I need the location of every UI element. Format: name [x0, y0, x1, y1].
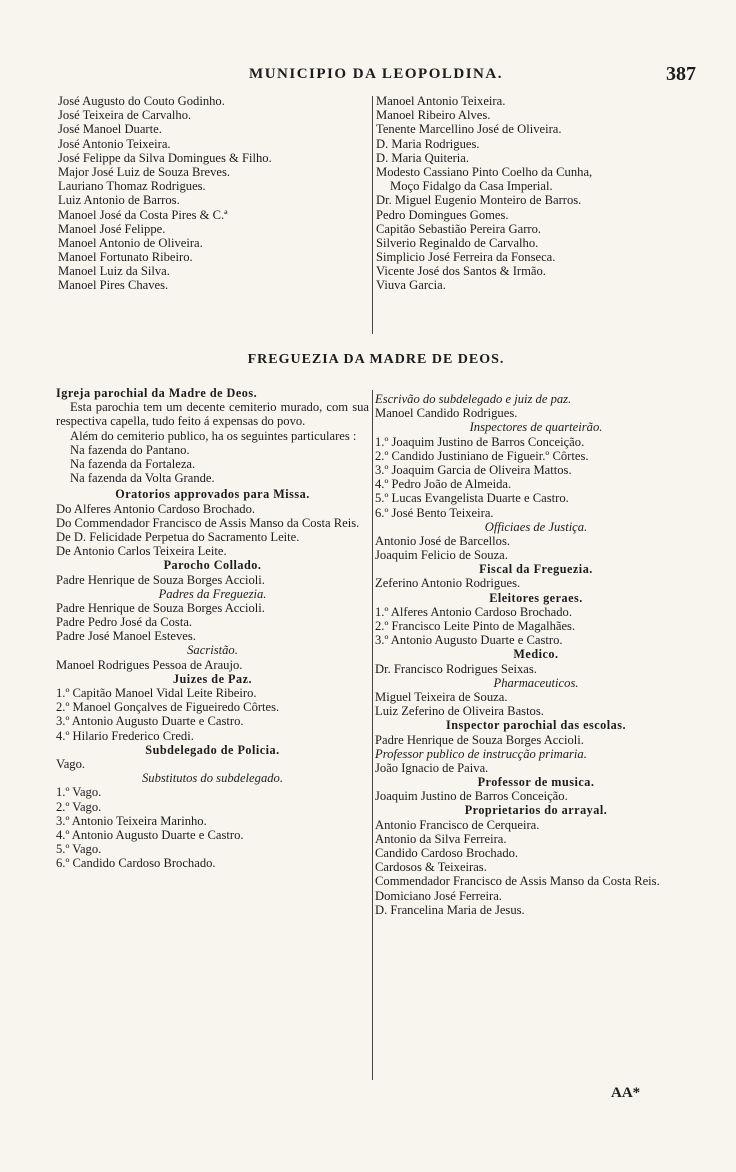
list-item: Manoel José Felippe. — [58, 221, 166, 236]
list-item: D. Maria Quiteria. — [376, 150, 470, 165]
officiaes-heading: Officiaes de Justiça. — [484, 519, 588, 534]
list-item: Padre Henrique de Souza Borges Accioli. — [375, 732, 584, 747]
list-item: 2.º Candido Justiniano de Figueir.º Côrtes. — [375, 448, 589, 463]
list-item: Manoel Antonio de Oliveira. — [58, 235, 203, 250]
inspector-heading: Inspector parochial das escolas. — [445, 718, 627, 733]
page-header — [56, 63, 696, 88]
professor-primaria-heading: Professor publico de instrucção primaria. — [375, 746, 587, 761]
list-item: Do Alferes Antonio Cardoso Brochado. — [56, 501, 256, 516]
list-item: Na fazenda da Fortaleza. — [70, 456, 196, 471]
list-item: Zeferino Antonio Rodrigues. — [375, 576, 521, 591]
list-item: Capitão Sebastião Pereira Garro. — [376, 221, 542, 236]
list-item: 3.º Antonio Augusto Duarte e Castro. — [56, 714, 244, 729]
parocho-heading: Parocho Collado. — [163, 558, 262, 573]
list-item: Padre Henrique de Souza Borges Accioli. — [56, 600, 265, 615]
list-item: Manoel José da Costa Pires & C.ª — [58, 207, 228, 222]
subdelegado-heading: Subdelegado de Policia. — [145, 742, 280, 757]
list-item: 1.º Vago. — [56, 785, 102, 800]
list-item: 1.º Joaquim Justino de Barros Conceição. — [375, 434, 585, 449]
church-paragraph: Esta parochia tem um decente cemiterio murado, com sua respectiva capella, tudo feito á expensas do povo. — [56, 400, 369, 429]
list-item: Luiz Zeferino de Oliveira Bastos. — [375, 704, 544, 719]
list-item: Modesto Cassiano Pinto Coelho da Cunha, — [376, 164, 593, 179]
eleitores-heading: Eleitores geraes. — [489, 590, 583, 605]
list-item: 1.º Alferes Antonio Cardoso Brochado. — [375, 604, 572, 619]
list-item: José Manoel Duarte. — [58, 122, 162, 137]
fiscal-heading: Fiscal da Freguezia. — [479, 562, 593, 577]
list-item: Silverio Reginaldo de Carvalho. — [376, 235, 539, 250]
list-item: Antonio Francisco de Cerqueira. — [375, 817, 540, 832]
list-item: 3.º Antonio Augusto Duarte e Castro. — [375, 633, 563, 648]
list-item: Padre Henrique de Souza Borges Accioli. — [56, 572, 265, 587]
list-item: Antonio da Silva Ferreira. — [375, 831, 507, 846]
list-item: Padre Pedro José da Costa. — [56, 615, 193, 630]
juizes-heading: Juizes de Paz. — [172, 671, 253, 686]
list-item: João Ignacio de Paiva. — [375, 760, 489, 775]
running-title: MUNICIPIO DA LEOPOLDINA. — [249, 66, 503, 82]
list-item: Vicente José dos Santos & Irmão. — [376, 264, 546, 279]
list-item: 5.º Lucas Evangelista Duarte e Castro. — [375, 491, 569, 506]
page-number: 387 — [666, 63, 696, 85]
list-item: Cardosos & Teixeiras. — [375, 860, 487, 875]
list-item: Miguel Teixeira de Souza. — [375, 689, 508, 704]
list-item: Antonio José de Barcellos. — [375, 533, 511, 548]
substitutos-heading: Substitutos do subdelegado. — [142, 771, 283, 786]
list-item: Vago. — [56, 756, 86, 771]
list-item: 2.º Vago. — [56, 799, 102, 814]
list-item: D. Francelina Maria de Jesus. — [375, 902, 525, 917]
proprietarios-heading: Proprietarios do arrayal. — [464, 803, 608, 818]
list-item: Joaquim Justino de Barros Conceição. — [375, 789, 568, 804]
list-item: 4.º Hilario Frederico Credi. — [56, 728, 194, 743]
top-right-column — [376, 94, 696, 293]
list-item: Pedro Domingues Gomes. — [376, 207, 509, 222]
list-item: 3.º Antonio Teixeira Marinho. — [56, 813, 207, 828]
top-left-column — [58, 94, 368, 293]
list-item: 2.º Manoel Gonçalves de Figueiredo Côrtes. — [56, 700, 280, 715]
list-item: 6.º Candido Cardoso Brochado. — [56, 856, 216, 871]
list-item: 4.º Antonio Augusto Duarte e Castro. — [56, 827, 244, 842]
church-heading: Igreja parochial da Madre de Deos. — [56, 386, 258, 400]
sacristao-heading: Sacristão. — [187, 643, 238, 658]
list-item: 3.º Joaquim Garcia de Oliveira Mattos. — [375, 462, 572, 477]
right-column — [375, 392, 697, 917]
list-item: Manoel Fortunato Ribeiro. — [58, 250, 193, 265]
list-item: Lauriano Thomaz Rodrigues. — [58, 179, 206, 194]
list-item: Commendador Francisco de Assis Manso da Costa Reis. — [375, 874, 660, 889]
list-item: Dr. Miguel Eugenio Monteiro de Barros. — [376, 193, 582, 208]
list-item: Manoel Ribeiro Alves. — [376, 108, 491, 123]
list-item: Moço Fidalgo da Casa Imperial. — [390, 179, 553, 194]
list-item: De Antonio Carlos Teixeira Leite. — [56, 544, 227, 559]
list-item: Joaquim Felicio de Souza. — [375, 548, 508, 563]
list-item: José Augusto do Couto Godinho. — [58, 94, 225, 108]
column-divider-bottom — [372, 390, 373, 1080]
signature-mark: AA* — [611, 1085, 641, 1101]
escrivao-heading: Escrivão do subdelegado e juiz de paz. — [375, 392, 572, 406]
list-item: De D. Felicidade Perpetua do Sacramento Leite. — [56, 529, 300, 544]
list-item: José Felippe da Silva Domingues & Filho. — [58, 150, 272, 165]
list-item: Padre José Manoel Esteves. — [56, 629, 196, 644]
list-item: 4.º Pedro João de Almeida. — [375, 477, 512, 492]
list-item: Luiz Antonio de Barros. — [58, 193, 180, 208]
list-item: 6.º José Bento Teixeira. — [375, 505, 494, 520]
list-item: Do Commendador Francisco de Assis Manso da Costa Reis. — [56, 515, 360, 530]
padres-heading: Padres da Freguezia. — [158, 586, 267, 601]
list-item: Manoel Antonio Teixeira. — [376, 94, 506, 108]
list-item: José Teixeira de Carvalho. — [58, 108, 192, 123]
section-title: FREGUEZIA DA MADRE DE DEOS. — [247, 352, 505, 367]
list-item: Na fazenda do Pantano. — [70, 442, 190, 457]
list-item: Manoel Luiz da Silva. — [58, 264, 170, 279]
list-item: Manoel Candido Rodrigues. — [375, 406, 518, 421]
oratorios-heading: Oratorios approvados para Missa. — [115, 487, 310, 502]
left-column — [56, 386, 369, 870]
list-item: Manoel Pires Chaves. — [58, 278, 169, 293]
pharmaceuticos-heading: Pharmaceuticos. — [493, 675, 579, 690]
list-item: 1.º Capitão Manoel Vidal Leite Ribeiro. — [56, 686, 257, 701]
column-divider-top — [372, 96, 373, 334]
list-item: Major José Luiz de Souza Breves. — [58, 164, 231, 179]
list-item: Manoel Rodrigues Pessoa de Araujo. — [56, 657, 243, 672]
list-item: Tenente Marcellino José de Oliveira. — [376, 122, 562, 137]
list-item: Na fazenda da Volta Grande. — [70, 471, 215, 486]
list-item: Candido Cardoso Brochado. — [375, 846, 519, 860]
professor-musica-heading: Professor de musica. — [477, 775, 595, 790]
list-item: Viuva Garcia. — [376, 278, 446, 293]
list-item: José Antonio Teixeira. — [58, 136, 171, 151]
list-item: 2.º Francisco Leite Pinto de Magalhães. — [375, 619, 576, 633]
list-item: Domiciano José Ferreira. — [375, 888, 502, 903]
list-item: Dr. Francisco Rodrigues Seixas. — [375, 661, 537, 676]
medico-heading: Medico. — [513, 647, 559, 662]
list-item: 5.º Vago. — [56, 842, 102, 857]
list-item: D. Maria Rodrigues. — [376, 136, 480, 151]
cemetery-paragraph: Além do cemiterio publico, ha os seguintes particulares : — [70, 428, 357, 443]
inspectores-heading: Inspectores de quarteirão. — [469, 420, 603, 435]
list-item: Simplicio José Ferreira da Fonseca. — [376, 250, 556, 265]
